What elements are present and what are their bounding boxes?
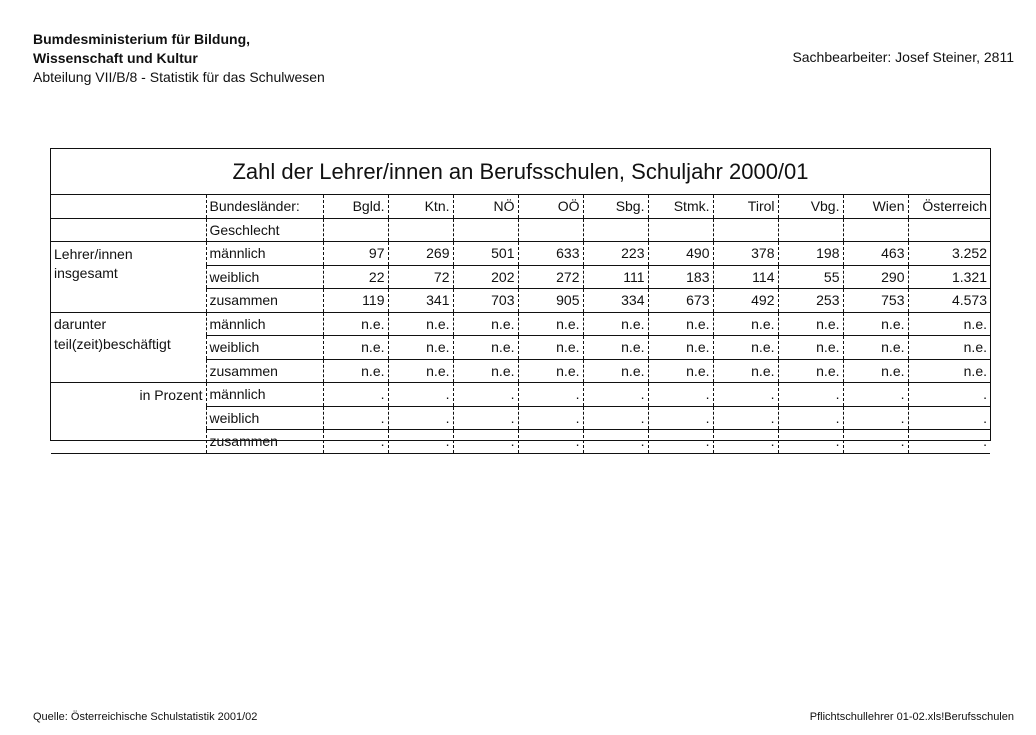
value-cell: 378 [713,242,778,266]
value-cell: . [323,430,388,454]
value-cell: 703 [453,289,518,313]
value-cell: 97 [323,242,388,266]
value-cell: 183 [648,265,713,289]
value-cell: 202 [453,265,518,289]
column-header: Wien [843,195,908,218]
column-header: Sbg. [583,195,648,218]
gender-label: männlich [206,242,323,266]
value-cell: n.e. [583,359,648,383]
column-header: Österreich [908,195,990,218]
geschlecht-label: Geschlecht [206,218,323,242]
value-cell: . [908,430,990,454]
ministry-name-2: Wissenschaft und Kultur [33,50,198,66]
table-row [51,430,990,454]
empty-cell [518,218,583,242]
table-row [51,289,990,313]
value-cell: n.e. [583,312,648,336]
table-row [51,265,990,289]
value-cell: 223 [583,242,648,266]
value-cell: 272 [518,265,583,289]
value-cell: . [453,383,518,407]
statistics-table [50,148,991,450]
value-cell: 269 [388,242,453,266]
value-cell: . [713,406,778,430]
empty-cell [51,289,206,313]
value-cell: n.e. [388,336,453,360]
value-cell: n.e. [713,312,778,336]
empty-cell [583,218,648,242]
value-cell: 111 [583,265,648,289]
value-cell: 334 [583,289,648,313]
department: Abteilung VII/B/8 - Statistik für das Schulwesen [33,69,325,85]
column-header: Ktn. [388,195,453,218]
empty-cell [908,218,990,242]
value-cell: 673 [648,289,713,313]
value-cell: n.e. [843,336,908,360]
value-cell: 4.573 [908,289,990,313]
empty-cell [648,218,713,242]
value-cell: . [453,430,518,454]
value-cell: . [518,406,583,430]
group-label: darunter [54,316,107,332]
value-cell: n.e. [453,359,518,383]
group-label: teil(zeit)beschäftigt [54,335,171,352]
value-cell: . [388,383,453,407]
value-cell: n.e. [648,359,713,383]
group-label [51,406,206,430]
empty-cell [51,218,206,242]
table-row [51,242,990,266]
gender-label: männlich [206,312,323,336]
value-cell: 114 [713,265,778,289]
value-cell: n.e. [453,336,518,360]
value-cell: . [648,430,713,454]
gender-label: zusammen [206,289,323,313]
group-label: insgesamt [54,265,118,281]
empty-cell [778,218,843,242]
value-cell: 290 [843,265,908,289]
ministry-name-1: Bumdesministerium für Bildung, [33,31,251,47]
value-cell: 3.252 [908,242,990,266]
value-cell: n.e. [323,336,388,360]
value-cell: . [713,430,778,454]
gender-label: zusammen [206,430,323,454]
value-cell: . [908,383,990,407]
empty-cell [51,195,206,218]
gender-label: weiblich [206,406,323,430]
value-cell: . [908,406,990,430]
column-header: NÖ [453,195,518,218]
value-cell: 198 [778,242,843,266]
source-note: Quelle: Österreichische Schulstatistik 2001/02 [33,711,258,723]
bundeslaender-label: Bundesländer: [206,195,323,218]
value-cell: n.e. [518,312,583,336]
value-cell: 501 [453,242,518,266]
header-row [51,218,990,242]
value-cell: n.e. [583,336,648,360]
value-cell: . [648,406,713,430]
value-cell: n.e. [388,312,453,336]
value-cell: 119 [323,289,388,313]
value-cell: . [778,406,843,430]
ministry-header [33,30,325,87]
value-cell: . [843,383,908,407]
value-cell: n.e. [518,336,583,360]
value-cell: . [648,383,713,407]
value-cell: n.e. [908,336,990,360]
value-cell: n.e. [648,312,713,336]
value-cell: . [843,406,908,430]
group-label [51,430,206,454]
value-cell: . [323,383,388,407]
value-cell: . [583,430,648,454]
value-cell: 633 [518,242,583,266]
value-cell: . [388,406,453,430]
value-cell: 253 [778,289,843,313]
value-cell: 22 [323,265,388,289]
value-cell: n.e. [778,312,843,336]
value-cell: . [323,406,388,430]
table-row [51,383,990,407]
empty-cell [323,218,388,242]
file-name: Pflichtschullehrer 01-02.xls!Berufsschulen [809,711,1014,723]
gender-label: männlich [206,383,323,407]
value-cell: n.e. [323,359,388,383]
value-cell: . [583,406,648,430]
group-label: in Prozent [139,386,203,403]
value-cell: n.e. [778,359,843,383]
value-cell: 753 [843,289,908,313]
value-cell: n.e. [843,312,908,336]
column-header: OÖ [518,195,583,218]
group-label: Lehrer/innen [54,245,133,262]
column-header: Bgld. [323,195,388,218]
value-cell: n.e. [713,359,778,383]
value-cell: n.e. [843,359,908,383]
value-cell: n.e. [323,312,388,336]
value-cell: . [713,383,778,407]
value-cell: n.e. [908,359,990,383]
value-cell: . [453,406,518,430]
data-table [51,195,990,454]
table-row [51,336,990,360]
header-row [51,195,990,218]
value-cell: 492 [713,289,778,313]
clerk: Sachbearbeiter: Josef Steiner, 2811 [792,49,1014,65]
value-cell: n.e. [453,312,518,336]
table-row [51,406,990,430]
gender-label: weiblich [206,336,323,360]
value-cell: n.e. [908,312,990,336]
empty-cell [51,359,206,383]
gender-label: zusammen [206,359,323,383]
value-cell: 490 [648,242,713,266]
value-cell: 55 [778,265,843,289]
value-cell: n.e. [778,336,843,360]
value-cell: . [843,430,908,454]
value-cell: . [388,430,453,454]
value-cell: n.e. [388,359,453,383]
table-row [51,359,990,383]
column-header: Stmk. [648,195,713,218]
empty-cell [713,218,778,242]
table-title: Zahl der Lehrer/innen an Berufsschulen, Schuljahr 2000/01 [51,149,990,195]
value-cell: . [518,430,583,454]
gender-label: weiblich [206,265,323,289]
value-cell: . [518,383,583,407]
empty-cell [388,218,453,242]
value-cell: 341 [388,289,453,313]
value-cell: 905 [518,289,583,313]
column-header: Vbg. [778,195,843,218]
table-row [51,312,990,336]
empty-cell [453,218,518,242]
value-cell: n.e. [648,336,713,360]
value-cell: . [778,430,843,454]
value-cell: . [778,383,843,407]
value-cell: n.e. [518,359,583,383]
value-cell: n.e. [713,336,778,360]
value-cell: . [583,383,648,407]
column-header: Tirol [713,195,778,218]
value-cell: 1.321 [908,265,990,289]
value-cell: 463 [843,242,908,266]
value-cell: 72 [388,265,453,289]
empty-cell [843,218,908,242]
